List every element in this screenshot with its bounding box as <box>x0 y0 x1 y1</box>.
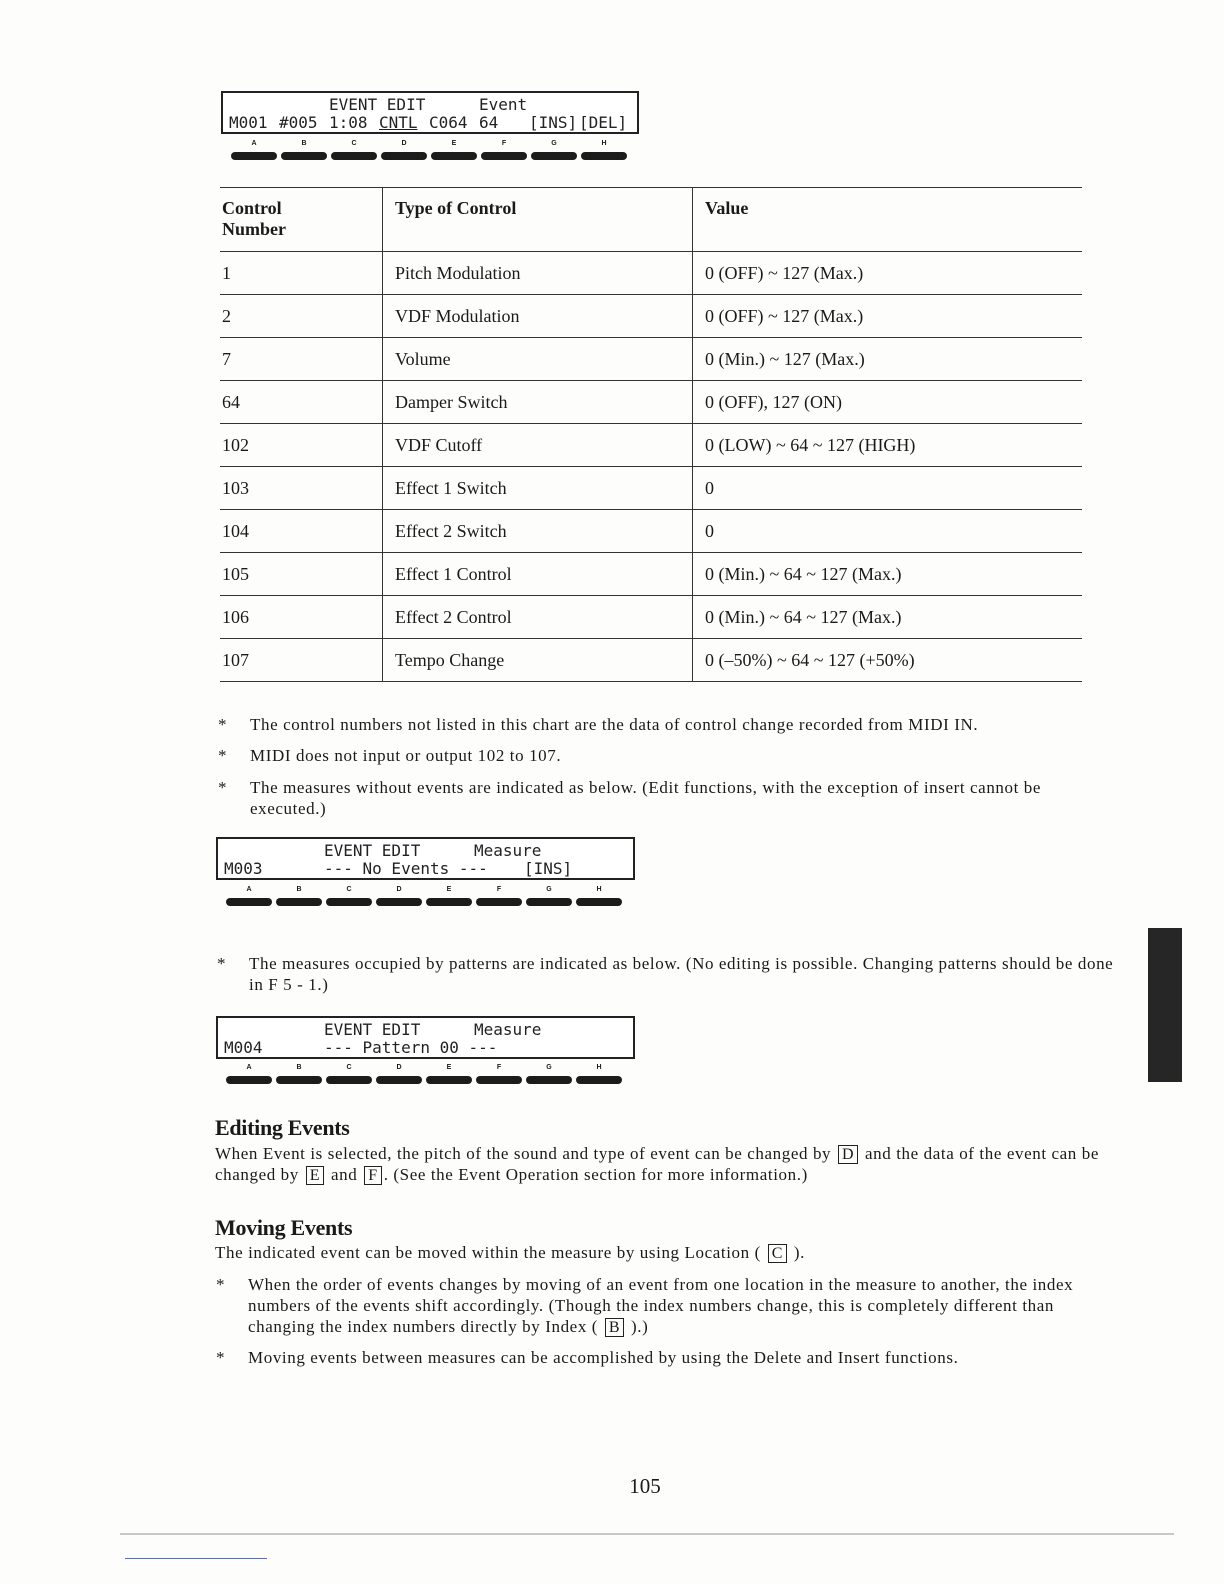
moving-events-heading: Moving Events <box>215 1215 353 1240</box>
softkey-a[interactable]: A <box>231 140 277 166</box>
lcd-control: C064 <box>429 113 468 132</box>
softkey-d[interactable]: D <box>376 886 422 912</box>
bottom-rule <box>120 1533 1174 1535</box>
note-text: Moving events between measures can be accomplished by using the Delete and Insert functions. <box>248 1348 959 1367</box>
table-header-row <box>220 188 1082 252</box>
lcd-del: [DEL] <box>579 113 628 132</box>
lcd-message: --- Pattern 00 --- <box>324 1038 498 1057</box>
softkey-b[interactable]: B <box>276 1064 322 1090</box>
softkey-c[interactable]: C <box>326 1064 372 1090</box>
lcd-mode: Measure <box>474 1020 542 1039</box>
table-row: 105 Effect 1 Control 0 (Min.) ~ 64 ~ 127 (Max.) <box>220 553 1082 596</box>
lcd-title: EVENT EDIT <box>324 1020 421 1039</box>
note-text: MIDI does not input or output 102 to 107. <box>250 746 562 765</box>
note-4: * The measures occupied by patterns are indicated as below. (No editing is possible. Changing patterns should be done in F 5 - 1.) <box>217 954 1114 994</box>
key-e-icon: E <box>306 1166 324 1185</box>
softkey-d[interactable]: D <box>381 140 427 166</box>
softkey-h[interactable]: H <box>576 886 622 912</box>
table-row: 102 VDF Cutoff 0 (LOW) ~ 64 ~ 127 (HIGH) <box>220 424 1082 467</box>
control-table <box>220 187 1082 682</box>
key-f-icon: F <box>364 1166 382 1185</box>
page-number: 105 <box>629 1474 661 1498</box>
table-row: 106 Effect 2 Control 0 (Min.) ~ 64 ~ 127 (Max.) <box>220 596 1082 639</box>
softkey-row <box>226 1064 626 1090</box>
lcd-title: EVENT EDIT <box>324 841 421 860</box>
editing-events-paragraph: When Event is selected, the pitch of the sound and type of event can be changed by D and the data of the event can be changed by E and F . (See the Event Operation section for more information.) <box>215 1144 1099 1184</box>
table-row: 7 Volume 0 (Min.) ~ 127 (Max.) <box>220 338 1082 381</box>
softkey-g[interactable]: G <box>526 1064 572 1090</box>
softkey-e[interactable]: E <box>426 886 472 912</box>
blue-rule <box>125 1558 267 1559</box>
softkey-row <box>231 140 631 166</box>
lcd-mode: Event <box>479 95 528 114</box>
softkey-a[interactable]: A <box>226 886 272 912</box>
softkey-row <box>226 886 626 912</box>
moving-note-2: * Moving events between measures can be accomplished by using the Delete and Insert functions. <box>216 1347 1114 1369</box>
lcd-measure: M004 <box>224 1038 263 1057</box>
table-row: 107 Tempo Change 0 (–50%) ~ 64 ~ 127 (+50%) <box>220 639 1082 682</box>
table-row: 103 Effect 1 Switch 0 <box>220 467 1082 510</box>
key-c-icon: C <box>768 1244 787 1263</box>
note-2: * MIDI does not input or output 102 to 107. <box>218 745 1123 767</box>
softkey-e[interactable]: E <box>431 140 477 166</box>
softkey-a[interactable]: A <box>226 1064 272 1090</box>
header-value: Value <box>693 188 1083 252</box>
lcd-ins: [INS] <box>529 113 578 132</box>
table-row: 1 Pitch Modulation 0 (OFF) ~ 127 (Max.) <box>220 252 1082 295</box>
editing-events-heading: Editing Events <box>215 1115 350 1140</box>
moving-events-paragraph: The indicated event can be moved within the measure by using Location ( C ). <box>215 1243 805 1262</box>
lcd-measure: M001 <box>229 113 268 132</box>
softkey-b[interactable]: B <box>281 140 327 166</box>
key-b-icon: B <box>605 1318 624 1337</box>
header-type: Type of Control <box>383 188 693 252</box>
lcd-event-type: CNTL <box>379 113 418 132</box>
softkey-f[interactable]: F <box>476 1064 522 1090</box>
note-text: When the order of events changes by moving of an event from one location in the measure to another, the index numbers of the events shift accordingly. (Though the index numbers change, this is completely different than changing the index numbers directly by Index ( B ).) <box>248 1275 1074 1336</box>
softkey-c[interactable]: C <box>326 886 372 912</box>
softkey-f[interactable]: F <box>481 140 527 166</box>
lcd-time: 1:08 <box>329 113 368 132</box>
lcd-pattern-display <box>216 1016 635 1059</box>
lcd-ins: [INS] <box>524 859 573 878</box>
header-control-number: Control Number <box>220 188 383 252</box>
softkey-d[interactable]: D <box>376 1064 422 1090</box>
key-d-icon: D <box>838 1145 858 1164</box>
softkey-e[interactable]: E <box>426 1064 472 1090</box>
lcd-index: #005 <box>279 113 318 132</box>
lcd-measure: M003 <box>224 859 263 878</box>
moving-note-1: * When the order of events changes by moving of an event from one location in the measure to another, the index numbers of the events shift accordingly. (Though the index numbers change, this is completely different than changing the index numbers directly by Index ( B ).) <box>216 1274 1114 1338</box>
chapter-tab <box>1148 928 1182 1082</box>
softkey-h[interactable]: H <box>581 140 627 166</box>
note-text: The measures without events are indicated as below. (Edit functions, with the exception of insert cannot be executed.) <box>250 778 1042 818</box>
softkey-b[interactable]: B <box>276 886 322 912</box>
table-row: 2 VDF Modulation 0 (OFF) ~ 127 (Max.) <box>220 295 1082 338</box>
note-3: * The measures without events are indicated as below. (Edit functions, with the exception of insert cannot be executed.) <box>218 777 1116 821</box>
softkey-h[interactable]: H <box>576 1064 622 1090</box>
lcd-title: EVENT EDIT <box>329 95 426 114</box>
lcd-message: --- No Events --- <box>324 859 488 878</box>
note-text: The control numbers not listed in this chart are the data of control change recorded from MIDI IN. <box>250 715 979 734</box>
softkey-g[interactable]: G <box>526 886 572 912</box>
lcd-mode: Measure <box>474 841 542 860</box>
note-1: * The control numbers not listed in this chart are the data of control change recorded from MIDI IN. <box>218 714 1123 736</box>
lcd-value: 64 <box>479 113 499 132</box>
table-row: 104 Effect 2 Switch 0 <box>220 510 1082 553</box>
note-text: The measures occupied by patterns are indicated as below. (No editing is possible. Changing patterns should be done in F 5 - 1.) <box>249 954 1114 994</box>
softkey-c[interactable]: C <box>331 140 377 166</box>
table-row: 64 Damper Switch 0 (OFF), 127 (ON) <box>220 381 1082 424</box>
lcd-event-display <box>221 91 639 134</box>
lcd-no-events-display <box>216 837 635 880</box>
softkey-g[interactable]: G <box>531 140 577 166</box>
softkey-f[interactable]: F <box>476 886 522 912</box>
